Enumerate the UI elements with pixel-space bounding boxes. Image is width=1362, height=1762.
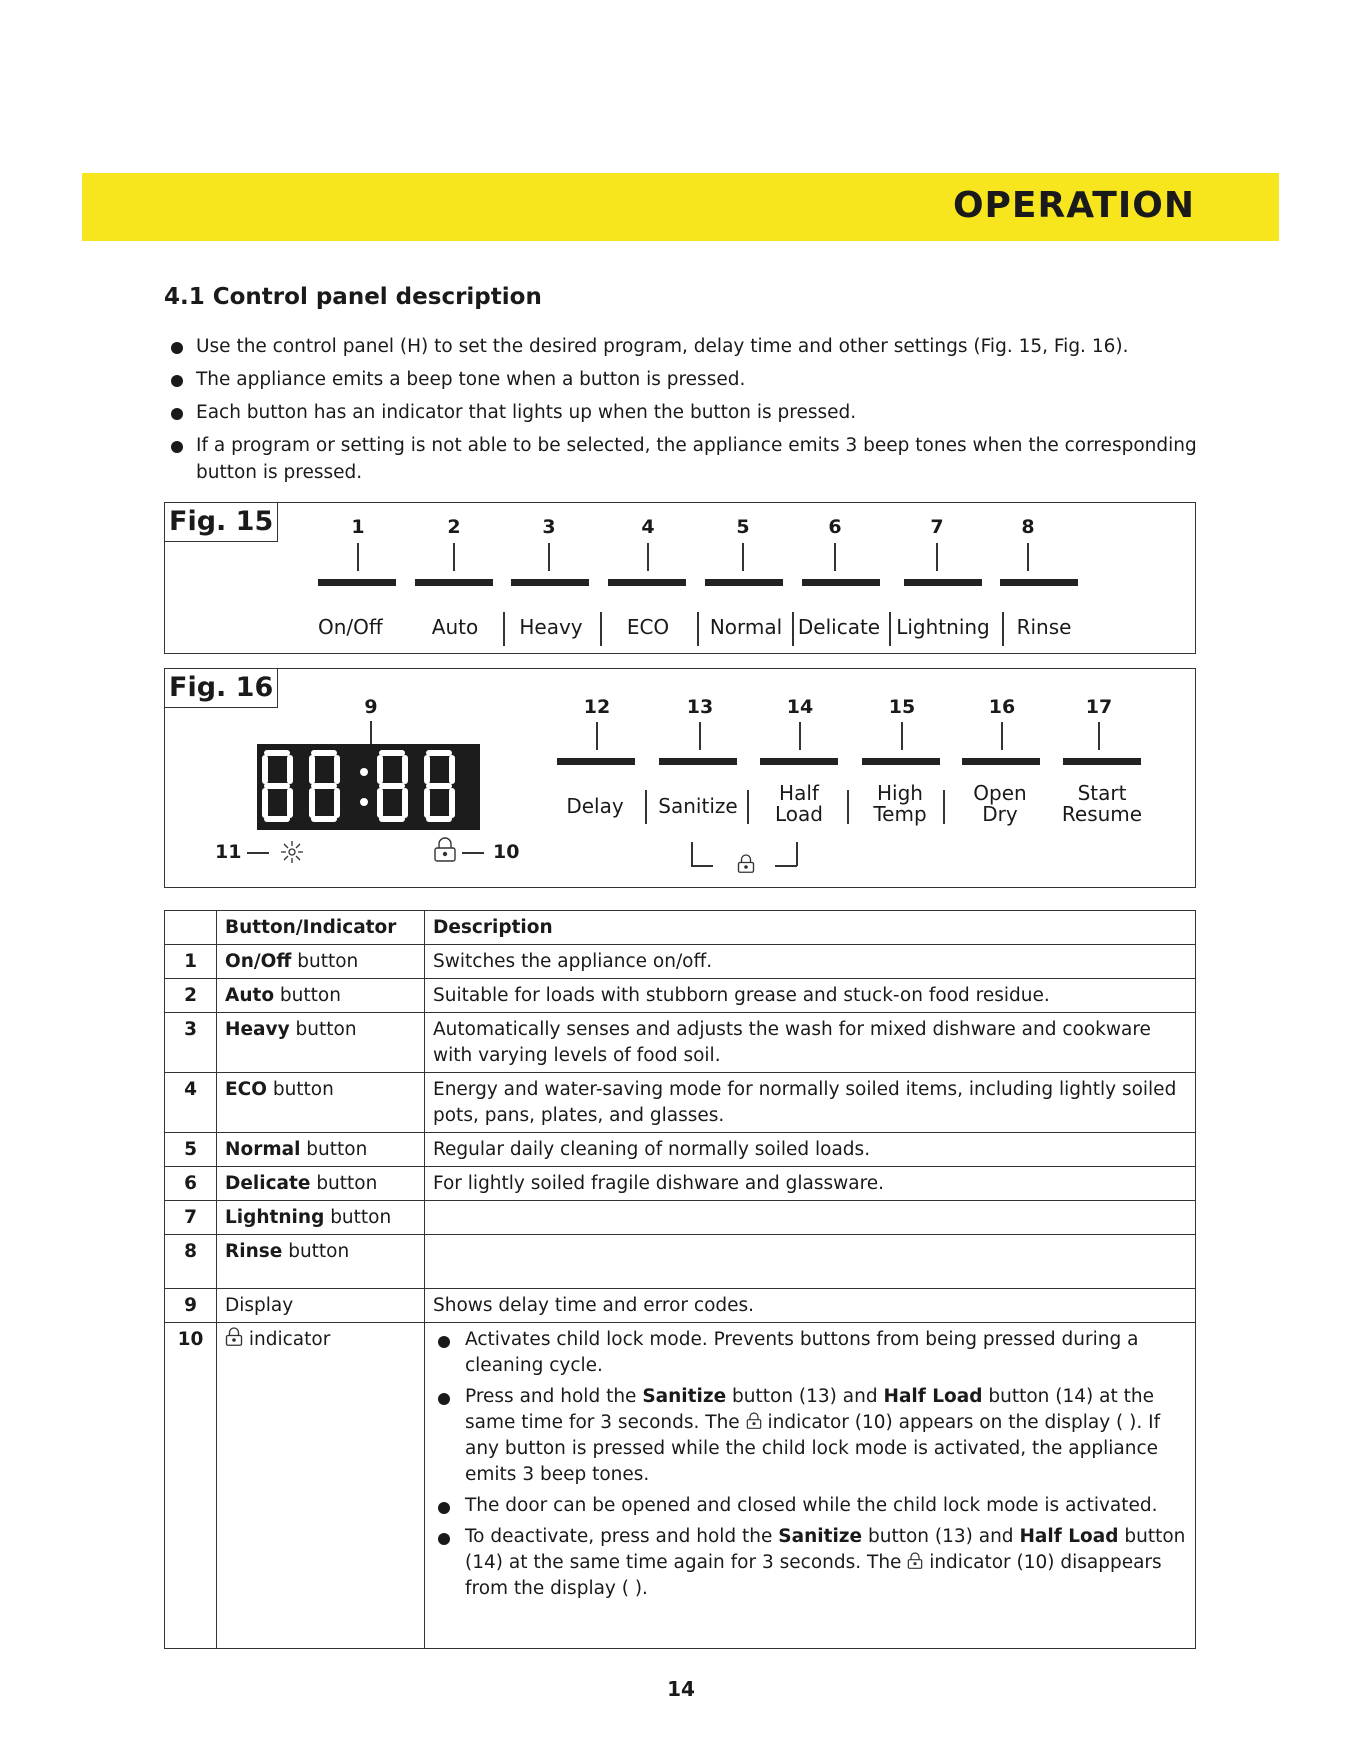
table-row	[165, 945, 1196, 979]
table-row	[165, 1073, 1196, 1133]
delay-button-indicator[interactable]	[557, 758, 635, 765]
row-name-rest: button	[291, 951, 359, 972]
row-number: 1	[165, 945, 217, 979]
lock-bracket-left	[691, 842, 693, 866]
auto-button[interactable]: Auto	[431, 615, 479, 639]
fig16-num-15: 15	[888, 696, 916, 718]
separator	[600, 612, 602, 646]
table-row	[165, 1133, 1196, 1167]
row-number: 6	[165, 1167, 217, 1201]
separator	[889, 612, 891, 646]
text: indicator (10) disappears from the display ( ).	[465, 1552, 1162, 1599]
row-description: Switches the appliance on/off.	[425, 945, 1196, 979]
intro-bullets	[164, 333, 1224, 492]
fig16-tick	[901, 722, 903, 750]
eco-button-indicator[interactable]	[608, 579, 686, 586]
separator	[645, 790, 647, 824]
table-row	[165, 1201, 1196, 1235]
row-name-bold: ECO	[225, 1079, 267, 1100]
fig15-tick	[1027, 543, 1029, 571]
rinse-button[interactable]: Rinse	[1016, 615, 1072, 639]
separator	[1002, 612, 1004, 646]
row-name-rest: button	[282, 1241, 350, 1262]
list-item	[433, 1384, 1187, 1488]
sanitize-button[interactable]: Sanitize	[658, 794, 738, 818]
fig16-tick	[596, 722, 598, 750]
bullet-item: The appliance emits a beep tone when a button is pressed.	[164, 366, 1224, 393]
row-number: 5	[165, 1133, 217, 1167]
open-dry-button[interactable]: Open Dry	[973, 781, 1027, 826]
bullet-item: If a program or setting is not able to be selected, the appliance emits 3 beep tones when the corresponding button is pressed.	[164, 432, 1224, 486]
list-item: The door can be opened and closed while the child lock mode is activated.	[433, 1493, 1187, 1519]
start-resume-button[interactable]: Start Resume	[1061, 781, 1143, 826]
row-name	[217, 1167, 425, 1201]
separator	[503, 612, 505, 646]
row-name-rest: button	[266, 1079, 334, 1100]
on-off-button[interactable]: On/Off	[318, 615, 383, 639]
fig15-panel	[164, 502, 1196, 654]
fig15-tick	[647, 543, 649, 571]
heavy-button[interactable]: Heavy	[519, 615, 583, 639]
separator	[792, 612, 794, 646]
fig15-num-7: 7	[930, 516, 944, 538]
lock-icon	[907, 1552, 923, 1570]
row-number: 8	[165, 1235, 217, 1289]
row-name	[217, 1013, 425, 1073]
delicate-button[interactable]: Delicate	[797, 615, 881, 639]
row-description: Regular daily cleaning of normally soiled loads.	[425, 1133, 1196, 1167]
row-number: 4	[165, 1073, 217, 1133]
row-number: 9	[165, 1289, 217, 1323]
fig15-tick	[936, 543, 938, 571]
auto-button-indicator[interactable]	[415, 579, 493, 586]
fig16-label: Fig. 16	[164, 668, 278, 708]
fig16-tick	[699, 722, 701, 750]
sanitize-button-indicator[interactable]	[659, 758, 737, 765]
normal-button[interactable]: Normal	[709, 615, 783, 639]
child-lock-icon	[737, 854, 755, 874]
list-item: Activates child lock mode. Prevents buttons from being pressed during a cleaning cycle.	[433, 1327, 1187, 1379]
child-lock-list	[433, 1327, 1187, 1602]
rinse-aid-indicator-icon	[279, 839, 305, 865]
fig16-num-14: 14	[786, 696, 814, 718]
display-digits-icon	[257, 744, 480, 830]
row-name-rest: Display	[225, 1295, 294, 1316]
high-temp-button[interactable]: High Temp	[873, 781, 927, 826]
section-title: 4.1 Control panel description	[164, 284, 542, 310]
lightning-button-indicator[interactable]	[904, 579, 982, 586]
separator	[847, 790, 849, 824]
lock-indicator-icon	[433, 837, 457, 863]
open-dry-button-indicator[interactable]	[962, 758, 1040, 765]
fig16-num-16: 16	[988, 696, 1016, 718]
row-description	[425, 1235, 1196, 1289]
lock-bracket-right	[775, 865, 797, 867]
fig16-panel	[164, 668, 1196, 888]
row-description	[425, 1201, 1196, 1235]
row-name	[217, 1133, 425, 1167]
half-load-button-indicator[interactable]	[760, 758, 838, 765]
on-off-button-indicator[interactable]	[318, 579, 396, 586]
table-row	[165, 1289, 1196, 1323]
fig15-tick	[548, 543, 550, 571]
heavy-button-indicator[interactable]	[511, 579, 589, 586]
display-tick	[370, 721, 372, 745]
fig15-num-6: 6	[828, 516, 842, 538]
fig16-num-13: 13	[686, 696, 714, 718]
row-name	[217, 1289, 425, 1323]
lock-bracket-left	[691, 865, 713, 867]
half-load-button[interactable]: Half Load	[775, 781, 823, 826]
start-resume-button-indicator[interactable]	[1063, 758, 1141, 765]
fig15-tick	[834, 543, 836, 571]
row-name	[217, 1235, 425, 1289]
text: To deactivate, press and hold the	[465, 1526, 779, 1547]
row-name-rest: button	[289, 1019, 357, 1040]
row-description: Energy and water-saving mode for normally soiled items, including lightly soiled pots, pans, plates, and glasses.	[425, 1073, 1196, 1133]
fig15-tick	[742, 543, 744, 571]
fig16-tick	[1098, 722, 1100, 750]
text: button (14) at the same time again for 3 seconds. The	[465, 1526, 1186, 1573]
fig16-tick	[1001, 722, 1003, 750]
delay-button[interactable]: Delay	[566, 794, 624, 818]
row-name-rest: button	[324, 1207, 392, 1228]
row-number: 7	[165, 1201, 217, 1235]
separator	[747, 790, 749, 824]
fig15-tick	[357, 543, 359, 571]
fig16-num-17: 17	[1085, 696, 1113, 718]
row-name	[217, 979, 425, 1013]
header-button-indicator: Button/Indicator	[217, 911, 425, 945]
row-description: Suitable for loads with stubborn grease and stuck-on food residue.	[425, 979, 1196, 1013]
fig16-tick	[799, 722, 801, 750]
table-header-row	[165, 911, 1196, 945]
list-item	[433, 1524, 1187, 1602]
eco-button[interactable]: ECO	[626, 615, 670, 639]
rinse-button-indicator[interactable]	[1000, 579, 1078, 586]
row-description	[425, 1323, 1196, 1649]
fig15-num-4: 4	[641, 516, 655, 538]
high-temp-button-indicator[interactable]	[862, 758, 940, 765]
display-num: 9	[364, 696, 378, 718]
header-bar	[82, 173, 1279, 241]
fig15-num-1: 1	[351, 516, 365, 538]
fig15-num-3: 3	[542, 516, 556, 538]
table-cell	[165, 911, 217, 945]
text-bold: Sanitize	[778, 1526, 863, 1547]
text: button (13) and	[726, 1386, 884, 1407]
row-description: Automatically senses and adjusts the wash for mixed dishware and cookware with varying levels of food soil.	[425, 1013, 1196, 1073]
row-name	[217, 945, 425, 979]
fig15-num-5: 5	[736, 516, 750, 538]
row-name	[217, 1073, 425, 1133]
row-name-rest: button	[300, 1139, 368, 1160]
row-number: 10	[165, 1323, 217, 1649]
text: indicator (10) appears on the display ( ). If any button is pressed while the child lock mode is activated, the appliance emits 3 beep tones.	[465, 1412, 1161, 1485]
lock-icon	[225, 1327, 243, 1347]
row-name-bold: On/Off	[225, 951, 292, 972]
text: Press and hold the	[465, 1386, 643, 1407]
row-name-bold: Delicate	[225, 1173, 311, 1194]
leader-line	[462, 852, 484, 854]
separator	[943, 790, 945, 824]
table-row	[165, 1323, 1196, 1649]
seven-segment-display	[257, 744, 480, 830]
row-name-bold: Heavy	[225, 1019, 290, 1040]
leader-line	[247, 852, 269, 854]
row-name-rest: button	[310, 1173, 378, 1194]
row-name-bold: Rinse	[225, 1241, 283, 1262]
row-name-rest: indicator	[243, 1329, 331, 1350]
text: button (13) and	[862, 1526, 1020, 1547]
fig15-num-8: 8	[1021, 516, 1035, 538]
row-number: 2	[165, 979, 217, 1013]
text: button (14) at the same time for 3 seconds. The	[465, 1386, 1154, 1433]
normal-button-indicator[interactable]	[705, 579, 783, 586]
description-table	[164, 910, 1196, 1649]
row-name-bold: Auto	[225, 985, 275, 1006]
page-number: 14	[667, 1677, 695, 1701]
row-name-rest: button	[274, 985, 341, 1006]
fig15-num-2: 2	[447, 516, 461, 538]
text-bold: Sanitize	[642, 1386, 727, 1407]
bullet-item: Each button has an indicator that lights up when the button is pressed.	[164, 399, 1224, 426]
row-description: For lightly soiled fragile dishware and glassware.	[425, 1167, 1196, 1201]
table-row	[165, 1013, 1196, 1073]
fig15-tick	[453, 543, 455, 571]
row-name-bold: Normal	[225, 1139, 301, 1160]
header-description: Description	[425, 911, 1196, 945]
lock-icon	[746, 1412, 762, 1430]
fig16-num-12: 12	[583, 696, 611, 718]
text-bold: Half Load	[883, 1386, 983, 1407]
table-row	[165, 1167, 1196, 1201]
row-name	[217, 1323, 425, 1649]
row-description: Shows delay time and error codes.	[425, 1289, 1196, 1323]
indicator-10-label: 10	[493, 841, 520, 863]
table-row	[165, 1235, 1196, 1289]
header-title: OPERATION	[952, 185, 1195, 226]
lightning-button[interactable]: Lightning	[896, 615, 990, 639]
lock-bracket-right	[796, 842, 798, 866]
table-row	[165, 979, 1196, 1013]
bullet-item: Use the control panel (H) to set the desired program, delay time and other settings (Fig. 15, Fig. 16).	[164, 333, 1224, 360]
separator	[697, 612, 699, 646]
row-name-bold: Lightning	[225, 1207, 325, 1228]
row-number: 3	[165, 1013, 217, 1073]
fig15-label: Fig. 15	[164, 502, 278, 542]
indicator-11-label: 11	[215, 841, 242, 863]
text-bold: Half Load	[1019, 1526, 1119, 1547]
delicate-button-indicator[interactable]	[802, 579, 880, 586]
row-name	[217, 1201, 425, 1235]
